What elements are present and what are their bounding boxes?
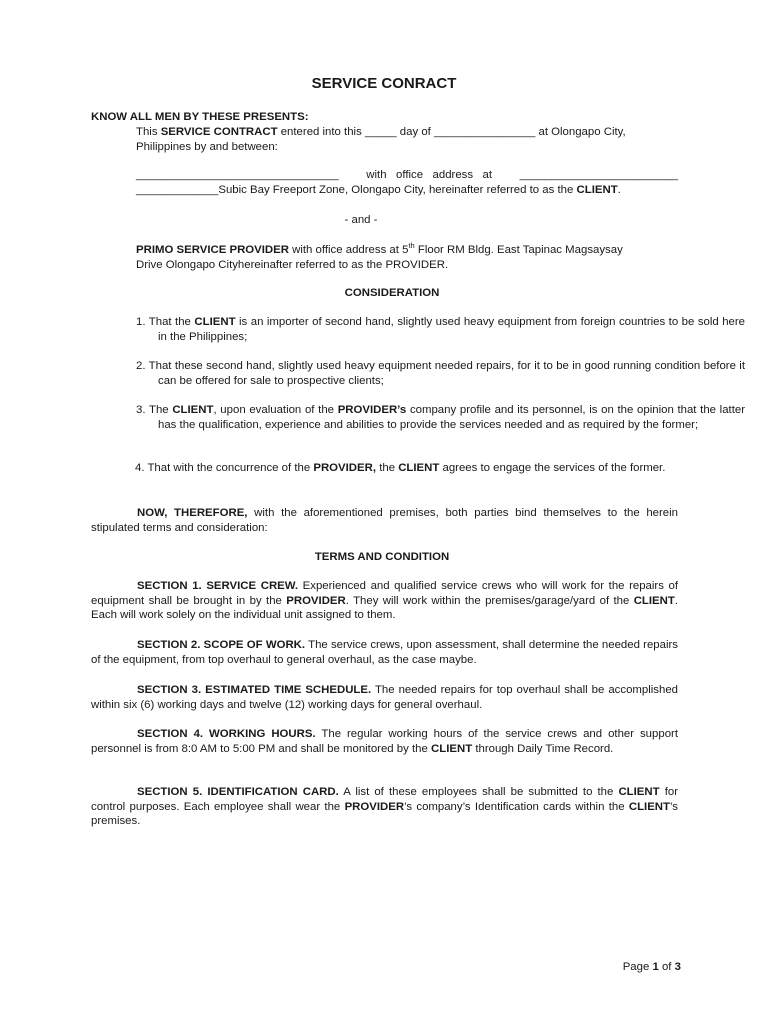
section-1-service-crew: SECTION 1. SERVICE CREW. Experienced and qualified service crews who will work for the repairs of equipment shall be brought in by the PROVIDER. They will work within the premises/garage/yard of the CLIENT. Each will work solely on the individual unit assigned to them. xyxy=(91,580,679,622)
client-freeport-line: _____________Subic Bay Freeport Zone, Olongapo City, hereinafter referred to as the CLIENT. xyxy=(136,184,621,196)
section-2-scope-of-work: SECTION 2. SCOPE OF WORK. The service crews, upon assessment, shall determine the needed repairs of the equipment, from top overhaul to general overhaul, as the case maybe. xyxy=(91,639,678,666)
provider-paragraph: PRIMO SERVICE PROVIDER with office address at 5th Floor RM Bldg. East Tapinac Magsaysay Drive Olongapo Cityhereinafter referred to as the PROVIDER. xyxy=(136,241,623,271)
know-all-men-heading: KNOW ALL MEN BY THESE PRESENTS: xyxy=(91,111,309,123)
consideration-item-2: 2. That these second hand, slightly used heavy equipment needed repairs, for it to be in good running condition before it can be offered for sale to prospective clients; xyxy=(136,360,745,387)
and-separator: - and - xyxy=(344,214,378,226)
consideration-item-3: 3. The CLIENT, upon evaluation of the PROVIDER’s company profile and its personnel, is on the opinion that the latter has the qualification, experience and abilities to provide the services needed and as required by the former; xyxy=(136,404,746,431)
intro-paragraph: This SERVICE CONTRACT entered into this _____ day of ________________ at Olongapo City, Philippines by and between: xyxy=(136,126,626,153)
now-therefore-paragraph: NOW, THEREFORE, with the aforementioned premises, both parties bind themselves to the herein stipulated terms and consideration: xyxy=(91,507,679,534)
client-address-line: ________________________________ with office address at _________________________ xyxy=(136,169,678,181)
consideration-item-4: 4. That with the concurrence of the PROVIDER, the CLIENT agrees to engage the services of the former. xyxy=(135,462,666,474)
section-4-working-hours: SECTION 4. WORKING HOURS. The regular working hours of the service crews and other support personnel is from 8:0 AM to 5:00 PM and shall be monitored by the CLIENT through Daily Time Record. xyxy=(91,728,678,755)
section-5-identification-card: SECTION 5. IDENTIFICATION CARD. A list of these employees shall be submitted to the CLIENT for control purposes. Each employee shall wear the PROVIDER’s company’s Identification cards within the CLIENT’s premises. xyxy=(91,786,679,828)
terms-heading: TERMS AND CONDITION xyxy=(314,551,450,563)
consideration-item-1: 1. That the CLIENT is an importer of second hand, slightly used heavy equipment from foreign countries to be sold here in the Philippines; xyxy=(136,316,745,343)
consideration-heading: CONSIDERATION xyxy=(344,287,440,299)
page-number: Page 1 of 3 xyxy=(622,961,681,973)
document-title: SERVICE CONRACT xyxy=(311,75,457,92)
section-3-time-schedule: SECTION 3. ESTIMATED TIME SCHEDULE. The needed repairs for top overhaul shall be accomplished within six (6) working days and twelve (12) working days for general overhaul. xyxy=(91,684,678,711)
